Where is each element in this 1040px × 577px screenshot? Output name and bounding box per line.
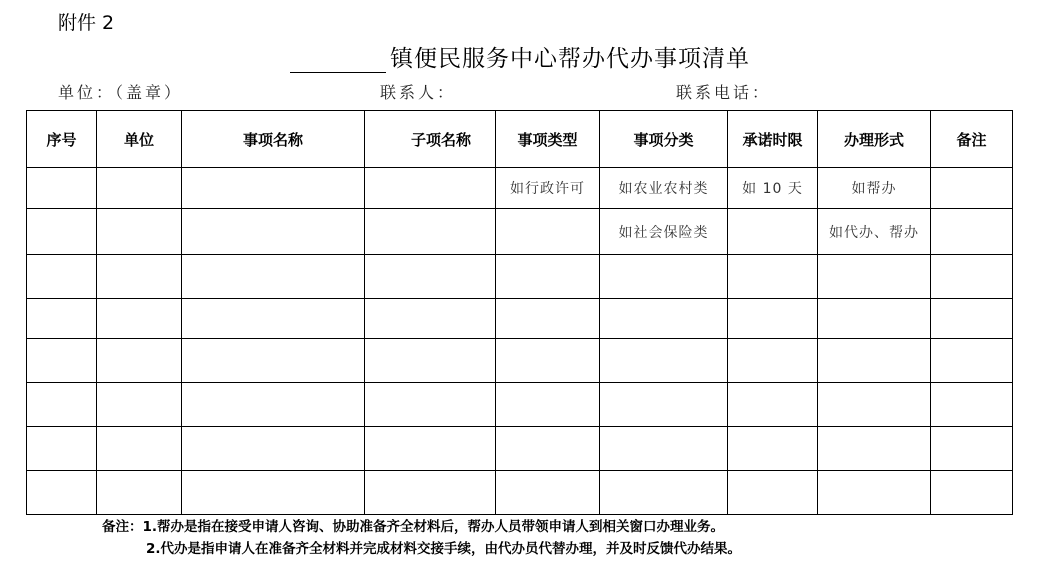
table-cell <box>27 255 97 299</box>
table-cell <box>365 339 496 383</box>
table-cell <box>27 383 97 427</box>
table-cell <box>365 209 496 255</box>
table-cell <box>931 339 1013 383</box>
table-cell <box>600 299 728 339</box>
table-row <box>27 471 1013 515</box>
table-row <box>27 299 1013 339</box>
table-cell <box>365 471 496 515</box>
table-cell <box>27 471 97 515</box>
table-cell: 如农业农村类 <box>600 168 728 209</box>
table-row <box>27 383 1013 427</box>
table-cell <box>365 168 496 209</box>
table-cell <box>97 471 182 515</box>
table-row <box>27 168 1013 209</box>
contact-field-label: 联系人： <box>380 83 457 102</box>
table-cell <box>496 209 600 255</box>
header-index: 序号 <box>27 111 97 168</box>
table-cell <box>600 383 728 427</box>
table-cell <box>931 471 1013 515</box>
table-cell <box>728 209 818 255</box>
table-cell <box>27 209 97 255</box>
attachment-label: 附件 2 <box>58 12 115 34</box>
table-cell <box>97 383 182 427</box>
header-subitem-name: 子项名称 <box>365 111 496 168</box>
table-cell <box>818 471 931 515</box>
table-cell <box>818 255 931 299</box>
table-cell <box>728 471 818 515</box>
header-time-limit: 承诺时限 <box>728 111 818 168</box>
table-cell <box>27 427 97 471</box>
header-handling-form: 办理形式 <box>818 111 931 168</box>
table-row <box>27 339 1013 383</box>
table-cell <box>600 339 728 383</box>
table-cell <box>496 471 600 515</box>
table-cell <box>97 255 182 299</box>
table-cell <box>365 383 496 427</box>
table-cell <box>97 209 182 255</box>
table-cell <box>97 299 182 339</box>
header-unit: 单位 <box>97 111 182 168</box>
table-cell <box>27 299 97 339</box>
table-cell <box>728 383 818 427</box>
table-cell <box>496 255 600 299</box>
table-cell <box>182 255 365 299</box>
table-cell <box>27 168 97 209</box>
footnote-2: 2.代办是指申请人在准备齐全材料并完成材料交接手续，由代办员代替办理，并及时反馈代办结果。 <box>146 541 742 557</box>
table-cell <box>728 339 818 383</box>
table-header-row <box>27 111 1013 168</box>
table-cell <box>931 209 1013 255</box>
table-cell <box>182 339 365 383</box>
unit-field-label: 单位：（盖章） <box>58 83 184 102</box>
table-cell <box>182 168 365 209</box>
table-cell <box>182 471 365 515</box>
phone-field-label: 联系电话： <box>676 83 772 102</box>
table-row <box>27 209 1013 255</box>
header-item-category: 事项分类 <box>600 111 728 168</box>
table-cell <box>931 255 1013 299</box>
table-row <box>27 427 1013 471</box>
table-body <box>27 168 1013 515</box>
table-cell <box>97 168 182 209</box>
table-cell <box>818 383 931 427</box>
table-cell <box>600 471 728 515</box>
table-cell <box>496 339 600 383</box>
service-items-table <box>26 110 1013 515</box>
town-name-blank <box>290 50 386 73</box>
header-remarks: 备注 <box>931 111 1013 168</box>
table-cell <box>496 299 600 339</box>
table-cell: 如社会保险类 <box>600 209 728 255</box>
table-cell <box>97 427 182 471</box>
table-cell <box>818 339 931 383</box>
table-cell: 如代办、帮办 <box>818 209 931 255</box>
table-cell <box>182 299 365 339</box>
table-cell <box>365 255 496 299</box>
table-cell <box>818 299 931 339</box>
table-cell <box>496 427 600 471</box>
table-cell <box>27 339 97 383</box>
table-cell <box>728 427 818 471</box>
table-cell <box>182 209 365 255</box>
table-cell <box>182 383 365 427</box>
header-item-type: 事项类型 <box>496 111 600 168</box>
table-cell <box>182 427 365 471</box>
table-cell <box>600 255 728 299</box>
header-item-name: 事项名称 <box>182 111 365 168</box>
page-title-text: 镇便民服务中心帮办代办事项清单 <box>390 46 750 72</box>
table-row <box>27 255 1013 299</box>
table-cell <box>600 427 728 471</box>
page-title <box>0 40 1040 73</box>
table-cell: 如行政许可 <box>496 168 600 209</box>
table-cell: 如帮办 <box>818 168 931 209</box>
footnotes <box>102 516 741 560</box>
table-cell <box>818 427 931 471</box>
table-cell <box>931 383 1013 427</box>
table-cell <box>365 299 496 339</box>
table-cell <box>728 255 818 299</box>
table-cell <box>728 299 818 339</box>
table-cell: 如 10 天 <box>728 168 818 209</box>
table-cell <box>97 339 182 383</box>
table-cell <box>931 427 1013 471</box>
table-cell <box>931 168 1013 209</box>
table-cell <box>365 427 496 471</box>
table-cell <box>496 383 600 427</box>
footnote-1: 备注：1.帮办是指在接受申请人咨询、协助准备齐全材料后，帮办人员带领申请人到相关窗口办理业务。 <box>102 519 725 535</box>
table-cell <box>931 299 1013 339</box>
